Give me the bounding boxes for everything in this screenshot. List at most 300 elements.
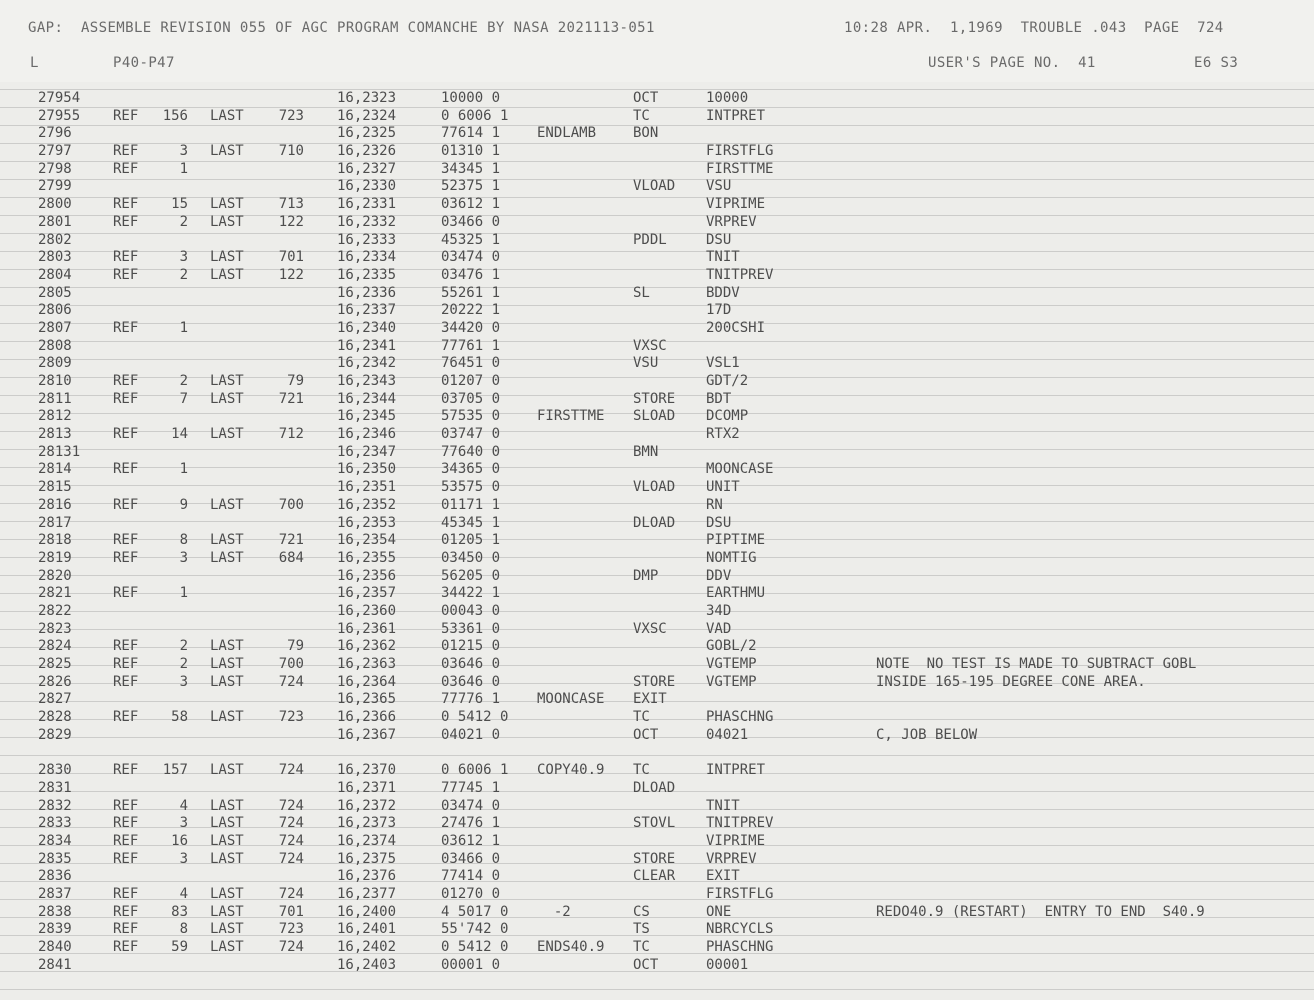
octal-word: 56205 0 [441,567,501,584]
operand: FIRSTTME [706,160,774,177]
line-number: 2817 [38,514,72,531]
ref-count: 83 [171,903,188,920]
address: 16,2355 [337,549,397,566]
last-label: LAST [210,213,244,230]
line-number: 2808 [38,337,72,354]
operand: ONE [706,903,732,920]
operand: DDV [706,567,732,584]
operand: FIRSTFLG [706,885,774,902]
listing-row [0,479,1314,497]
ref-count: 4 [179,885,188,902]
operand: NOMTIG [706,549,757,566]
opcode: OCT [633,726,659,743]
line-number: 2824 [38,638,72,655]
octal-word: 01171 1 [441,496,501,513]
last-page: 700 [278,656,304,672]
octal-word: 45345 1 [441,514,501,531]
line-number: 2802 [38,231,72,248]
octal-word: 77614 1 [441,125,501,142]
line-number: 2797 [38,143,72,160]
line-number: 2815 [38,479,72,496]
listing-row [0,780,1314,798]
octal-word: 20222 1 [441,302,501,319]
opcode: DMP [633,567,659,584]
ref-label: REF [113,832,139,849]
address: 16,2351 [337,479,397,496]
line-number: 2811 [38,390,72,407]
last-page: 724 [278,673,304,690]
ref-count: 59 [171,939,188,955]
ref-label: REF [113,496,139,513]
operand: BDDV [706,284,740,301]
listing-row [0,815,1314,833]
address: 16,2335 [337,266,397,283]
line-number: 2823 [38,620,72,637]
listing-row [0,886,1314,904]
listing-code: L [30,55,39,71]
operand: VIPRIME [706,832,766,849]
operand: INTPRET [706,762,766,779]
octal-word: 34365 0 [441,461,501,478]
ref-count: 3 [179,815,188,832]
line-number: 2825 [38,656,72,672]
ref-label: REF [113,461,139,478]
last-label: LAST [210,832,244,849]
listing-row [0,921,1314,939]
last-page: 723 [278,921,304,938]
last-label: LAST [210,903,244,920]
last-page: 712 [278,426,304,443]
octal-word: 03466 0 [441,850,501,867]
ref-count: 14 [171,426,188,443]
octal-word: 03450 0 [441,549,501,566]
address: 16,2352 [337,496,397,513]
operand: INTPRET [706,107,766,124]
operand: RN [706,496,723,513]
octal-word: 03646 0 [441,673,501,690]
address: 16,2323 [337,90,397,106]
listing-row [0,267,1314,285]
octal-word: 01207 0 [441,373,501,389]
last-page: 701 [278,249,304,266]
octal-word: 03612 1 [441,196,501,213]
opcode: TC [633,939,650,955]
octal-word: 03474 0 [441,797,501,814]
octal-word: 00001 0 [441,956,501,973]
symbol-label: -2 [537,903,571,920]
ref-label: REF [113,143,139,160]
ref-label: REF [113,549,139,566]
ref-count: 2 [179,373,188,389]
operand: TNIT [706,249,740,266]
address: 16,2353 [337,514,397,531]
line-number: 2830 [38,762,72,779]
ref-label: REF [113,762,139,779]
operand: VGTEMP [706,656,757,672]
opcode: VLOAD [633,178,676,195]
opcode: CLEAR [633,868,676,885]
last-page: 79 [287,373,304,389]
octal-word: 53361 0 [441,620,501,637]
last-page: 723 [278,709,304,726]
listing-row [0,143,1314,161]
ref-count: 2 [179,213,188,230]
opcode: VSU [633,355,659,372]
line-number: 2796 [38,125,72,142]
line-number: 2814 [38,461,72,478]
ref-count: 3 [179,249,188,266]
last-page: 684 [278,549,304,566]
listing-row [0,90,1314,108]
octal-word: 10000 0 [441,90,501,106]
address: 16,2325 [337,125,397,142]
opcode: SL [633,284,650,301]
last-label: LAST [210,249,244,266]
operand: VRPREV [706,213,757,230]
blank-line [0,744,1314,762]
ref-label: REF [113,107,139,124]
listing-row [0,851,1314,869]
opcode: EXIT [633,691,667,708]
octal-word: 77640 0 [441,443,501,460]
octal-word: 01270 0 [441,885,501,902]
octal-word: 53575 0 [441,479,501,496]
ref-count: 8 [179,532,188,549]
last-label: LAST [210,373,244,389]
address: 16,2400 [337,903,397,920]
operand: VIPRIME [706,196,766,213]
last-label: LAST [210,797,244,814]
ref-label: REF [113,638,139,655]
opcode: BON [633,125,659,142]
ref-count: 16 [171,832,188,849]
octal-word: 0 5412 0 [441,939,509,955]
last-page: 122 [278,213,304,230]
ref-label: REF [113,709,139,726]
operand: TNITPREV [706,815,774,832]
opcode: VLOAD [633,479,676,496]
listing-row [0,161,1314,179]
operand: 34D [706,602,732,619]
operand: 17D [706,302,732,319]
address: 16,2324 [337,107,397,124]
symbol-label: MOONCASE [537,691,605,708]
page-header [0,0,1314,82]
listing-row [0,302,1314,320]
operand: NBRCYCLS [706,921,774,938]
address: 16,2403 [337,956,397,973]
address: 16,2360 [337,602,397,619]
last-label: LAST [210,638,244,655]
last-label: LAST [210,850,244,867]
listing-row [0,798,1314,816]
last-label: LAST [210,266,244,283]
line-number: 2819 [38,549,72,566]
last-page: 724 [278,797,304,814]
listing-row [0,249,1314,267]
line-number: 2839 [38,921,72,938]
symbol-label: ENDLAMB [537,125,597,142]
octal-word: 01205 1 [441,532,501,549]
ref-count: 3 [179,850,188,867]
ref-count: 156 [162,107,188,124]
listing-row [0,568,1314,586]
opcode: VXSC [633,337,667,354]
listing-row [0,108,1314,126]
address: 16,2357 [337,585,397,602]
address: 16,2373 [337,815,397,832]
page-tag: E6 S3 [1194,55,1239,71]
line-number: 2831 [38,779,72,796]
last-page: 721 [278,532,304,549]
ref-label: REF [113,903,139,920]
line-number: 2818 [38,532,72,549]
line-number: 2838 [38,903,72,920]
ref-label: REF [113,939,139,955]
last-label: LAST [210,921,244,938]
line-number: 28131 [38,443,81,460]
line-number: 27955 [38,107,81,124]
octal-word: 34422 1 [441,585,501,602]
ref-count: 2 [179,656,188,672]
ref-count: 1 [179,319,188,336]
octal-word: 0 6006 1 [441,107,509,124]
operand: RTX2 [706,426,740,443]
last-label: LAST [210,709,244,726]
line-number: 2799 [38,178,72,195]
listing-row [0,550,1314,568]
listing-row [0,373,1314,391]
symbol-label: COPY40.9 [537,762,605,779]
last-page: 122 [278,266,304,283]
octal-word: 03476 1 [441,266,501,283]
line-number: 2798 [38,160,72,177]
address: 16,2363 [337,656,397,672]
line-number: 2804 [38,266,72,283]
last-page: 701 [278,903,304,920]
operand: TNIT [706,797,740,814]
opcode: STORE [633,673,676,690]
operand: PHASCHNG [706,939,774,955]
line-number: 2837 [38,885,72,902]
address: 16,2345 [337,408,397,425]
address: 16,2401 [337,921,397,938]
last-page: 724 [278,815,304,832]
operand: DCOMP [706,408,749,425]
address: 16,2344 [337,390,397,407]
listing-row [0,232,1314,250]
octal-word: 03747 0 [441,426,501,443]
listing-row [0,762,1314,780]
line-number: 2828 [38,709,72,726]
ref-label: REF [113,532,139,549]
address: 16,2364 [337,673,397,690]
opcode: OCT [633,90,659,106]
ref-count: 3 [179,549,188,566]
address: 16,2331 [337,196,397,213]
listing-row [0,355,1314,373]
ref-label: REF [113,249,139,266]
comment: INSIDE 165-195 DEGREE CONE AREA. [876,673,1146,690]
listing-row [0,196,1314,214]
ref-label: REF [113,921,139,938]
address: 16,2375 [337,850,397,867]
last-label: LAST [210,496,244,513]
octal-word: 03705 0 [441,390,501,407]
ref-count: 8 [179,921,188,938]
listing-row [0,603,1314,621]
listing-row [0,939,1314,957]
last-label: LAST [210,549,244,566]
last-page: 724 [278,850,304,867]
last-page: 724 [278,939,304,955]
octal-word: 03474 0 [441,249,501,266]
address: 16,2327 [337,160,397,177]
ref-count: 4 [179,797,188,814]
address: 16,2330 [337,178,397,195]
listing-row [0,408,1314,426]
address: 16,2332 [337,213,397,230]
listing-row [0,638,1314,656]
octal-word: 77414 0 [441,868,501,885]
ref-count: 58 [171,709,188,726]
operand: DSU [706,231,732,248]
listing-row [0,621,1314,639]
listing-row [0,585,1314,603]
run-info: 10:28 APR. 1,1969 TROUBLE .043 PAGE 724 [844,20,1224,36]
address: 16,2402 [337,939,397,955]
last-label: LAST [210,815,244,832]
octal-word: 55261 1 [441,284,501,301]
octal-word: 4 5017 0 [441,903,509,920]
operand: VRPREV [706,850,757,867]
address: 16,2372 [337,797,397,814]
assembly-title: GAP: ASSEMBLE REVISION 055 OF AGC PROGRAM COMANCHE BY NASA 2021113-051 [28,20,655,36]
opcode: OCT [633,956,659,973]
ref-label: REF [113,585,139,602]
ref-label: REF [113,850,139,867]
listing-row [0,674,1314,692]
octal-word: 77761 1 [441,337,501,354]
line-number: 2841 [38,956,72,973]
operand: GOBL/2 [706,638,757,655]
line-number: 2822 [38,602,72,619]
octal-word: 03646 0 [441,656,501,672]
listing-row [0,691,1314,709]
line-number: 27954 [38,90,81,106]
opcode: SLOAD [633,408,676,425]
listing-row [0,957,1314,975]
address: 16,2371 [337,779,397,796]
listing-row [0,285,1314,303]
address: 16,2337 [337,302,397,319]
octal-word: 52375 1 [441,178,501,195]
listing-row [0,833,1314,851]
address: 16,2374 [337,832,397,849]
octal-word: 01310 1 [441,143,501,160]
ref-label: REF [113,160,139,177]
opcode: TC [633,709,650,726]
ref-label: REF [113,373,139,389]
line-number: 2827 [38,691,72,708]
octal-word: 03466 0 [441,213,501,230]
octal-word: 01215 0 [441,638,501,655]
symbol-label: FIRSTTME [537,408,605,425]
address: 16,2370 [337,762,397,779]
ref-label: REF [113,797,139,814]
octal-word: 00043 0 [441,602,501,619]
line-number: 2835 [38,850,72,867]
listing-row [0,515,1314,533]
address: 16,2361 [337,620,397,637]
listing-row [0,426,1314,444]
address: 16,2347 [337,443,397,460]
address: 16,2376 [337,868,397,885]
operand: 200CSHI [706,319,766,336]
operand: EXIT [706,868,740,885]
last-label: LAST [210,107,244,124]
address: 16,2377 [337,885,397,902]
opcode: CS [633,903,650,920]
address: 16,2342 [337,355,397,372]
opcode: TC [633,762,650,779]
octal-word: 0 5412 0 [441,709,509,726]
opcode: BMN [633,443,659,460]
opcode: STORE [633,850,676,867]
last-page: 79 [287,638,304,655]
address: 16,2333 [337,231,397,248]
ref-count: 1 [179,585,188,602]
ref-count: 1 [179,160,188,177]
ref-label: REF [113,390,139,407]
ref-count: 2 [179,266,188,283]
address: 16,2356 [337,567,397,584]
ref-label: REF [113,213,139,230]
octal-word: 34420 0 [441,319,501,336]
last-label: LAST [210,532,244,549]
octal-word: 76451 0 [441,355,501,372]
address: 16,2326 [337,143,397,160]
last-label: LAST [210,656,244,672]
last-page: 700 [278,496,304,513]
listing-row [0,497,1314,515]
ref-count: 7 [179,390,188,407]
address: 16,2343 [337,373,397,389]
opcode: DLOAD [633,779,676,796]
address: 16,2346 [337,426,397,443]
address: 16,2350 [337,461,397,478]
last-page: 721 [278,390,304,407]
last-label: LAST [210,939,244,955]
ref-count: 3 [179,673,188,690]
operand: VSL1 [706,355,740,372]
octal-word: 77776 1 [441,691,501,708]
line-number: 2826 [38,673,72,690]
octal-word: 0 6006 1 [441,762,509,779]
listing-row [0,461,1314,479]
last-label: LAST [210,143,244,160]
octal-word: 27476 1 [441,815,501,832]
line-number: 2820 [38,567,72,584]
ref-label: REF [113,266,139,283]
listing-row [0,656,1314,674]
octal-word: 77745 1 [441,779,501,796]
last-label: LAST [210,390,244,407]
comment: C, JOB BELOW [876,726,978,743]
line-number: 2836 [38,868,72,885]
listing-row [0,532,1314,550]
octal-word: 03612 1 [441,832,501,849]
